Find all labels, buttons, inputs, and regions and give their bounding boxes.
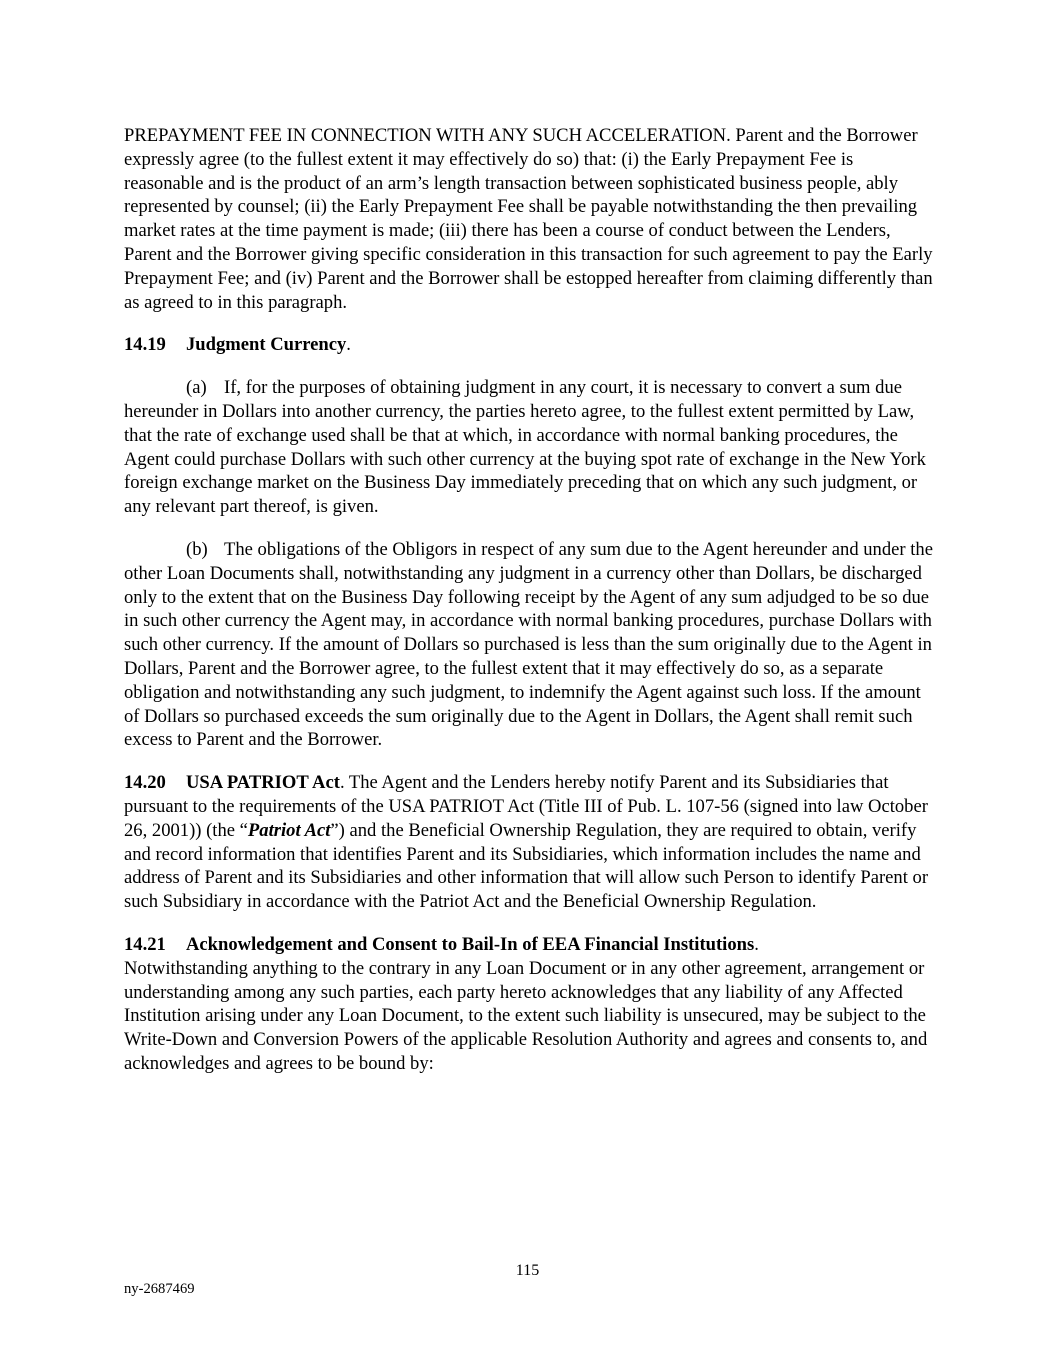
section-14-21 <box>124 933 934 1076</box>
section-14-20 <box>124 771 934 914</box>
section-text: Notwithstanding anything to the contrary in any Loan Document or in any other agreement, arrangement or understanding among any such parties, each party hereto acknowledges that any liability of any Affected Institution arising under any Loan Document, to the extent such liability is unsecured, may be subject to the Write-Down and Conversion Powers of the applicable Resolution Authority and agrees and consents to, and acknowledges and agrees to be bound by: <box>124 957 928 1074</box>
document-id: ny-2687469 <box>124 1281 195 1297</box>
heading-period: . <box>339 772 345 794</box>
defined-term: Patriot Act <box>247 819 331 841</box>
heading-period: . <box>346 334 351 356</box>
page-number: 115 <box>515 1262 540 1279</box>
subsection-label: (a) <box>186 377 207 399</box>
subsection-a <box>124 376 934 519</box>
subsection-text: If, for the purposes of obtaining judgment in any court, it is necessary to convert a sum due hereunder in Dollars into another currency, the parties hereto agree, to the fullest extent permitted by Law, that the rate of exchange used shall be that at which, in accordance with normal banking procedures, the Agent could purchase Dollars with such other currency at the buying spot rate of exchange in the New York foreign exchange market on the Business Day immediately preceding that on which any such judgment, or any relevant part thereof, is given. <box>124 377 926 518</box>
section-14-19-heading <box>124 333 934 357</box>
section-number: 14.19 <box>124 334 166 356</box>
continuation-paragraph: PREPAYMENT FEE IN CONNECTION WITH ANY SUCH ACCELERATION. Parent and the Borrower expressly agree (to the fullest extent it may effectively do so) that: (i) the Early Prepayment Fee is reasonable and is the product of an arm’s length transaction between sophisticated business people, ably represented by counsel; (ii) the Early Prepayment Fee shall be payable notwithstanding the then prevailing market rates at the time payment is made; (iii) there has been a course of conduct between the Lenders, Parent and the Borrower giving specific consideration in this transaction for such agreement to pay the Early Prepayment Fee; and (iv) Parent and the Borrower shall be estopped hereafter from claiming differently than as agreed to in this paragraph. <box>124 125 933 313</box>
section-title: USA PATRIOT Act <box>186 772 340 794</box>
section-title: Acknowledgement and Consent to Bail-In of EEA Financial Institutions <box>186 933 755 955</box>
section-number: 14.20 <box>124 772 166 794</box>
subsection-text: The obligations of the Obligors in respect of any sum due to the Agent hereunder and under the other Loan Documents shall, notwithstanding any judgment in a currency other than Dollars, be discharged only to the extent that on the Business Day following receipt by the Agent of any sum adjudged to be so due in such other currency the Agent may, in accordance with normal banking procedures, purchase Dollars with such other currency. If the amount of Dollars so purchased is less than the sum originally due to the Agent in Dollars, Parent and the Borrower agree, to the fullest extent that it may effectively do so, as a separate obligation and notwithstanding any such judgment, to indemnify the Agent against such loss. If the amount of Dollars so purchased exceeds the sum originally due to the Agent in Dollars, the Agent shall remit such excess to Parent and the Borrower. <box>124 538 933 751</box>
subsection-b <box>124 538 934 752</box>
section-number: 14.21 <box>124 933 166 955</box>
section-title: Judgment Currency <box>186 334 347 356</box>
heading-period: . <box>754 933 759 955</box>
subsection-label: (b) <box>186 538 208 560</box>
section-text-after: ”) and the Beneficial Ownership Regulation, they are required to obtain, verify and record information that identifies Parent and its Subsidiaries, which information includes the name and address of Parent and its Subsidiaries and other information that will allow such Person to identify Parent or such Subsidiary in accordance with the Patriot Act and the Beneficial Ownership Regulation. <box>124 819 929 913</box>
document-page <box>124 124 934 1095</box>
section-text-before: The Agent and the Lenders hereby notify Parent and its Subsidiaries that pursuant to the requirements of the USA PATRIOT Act (Title III of Pub. L. 107-56 (signed into law October 26, 2001)) (the “ <box>124 772 928 841</box>
